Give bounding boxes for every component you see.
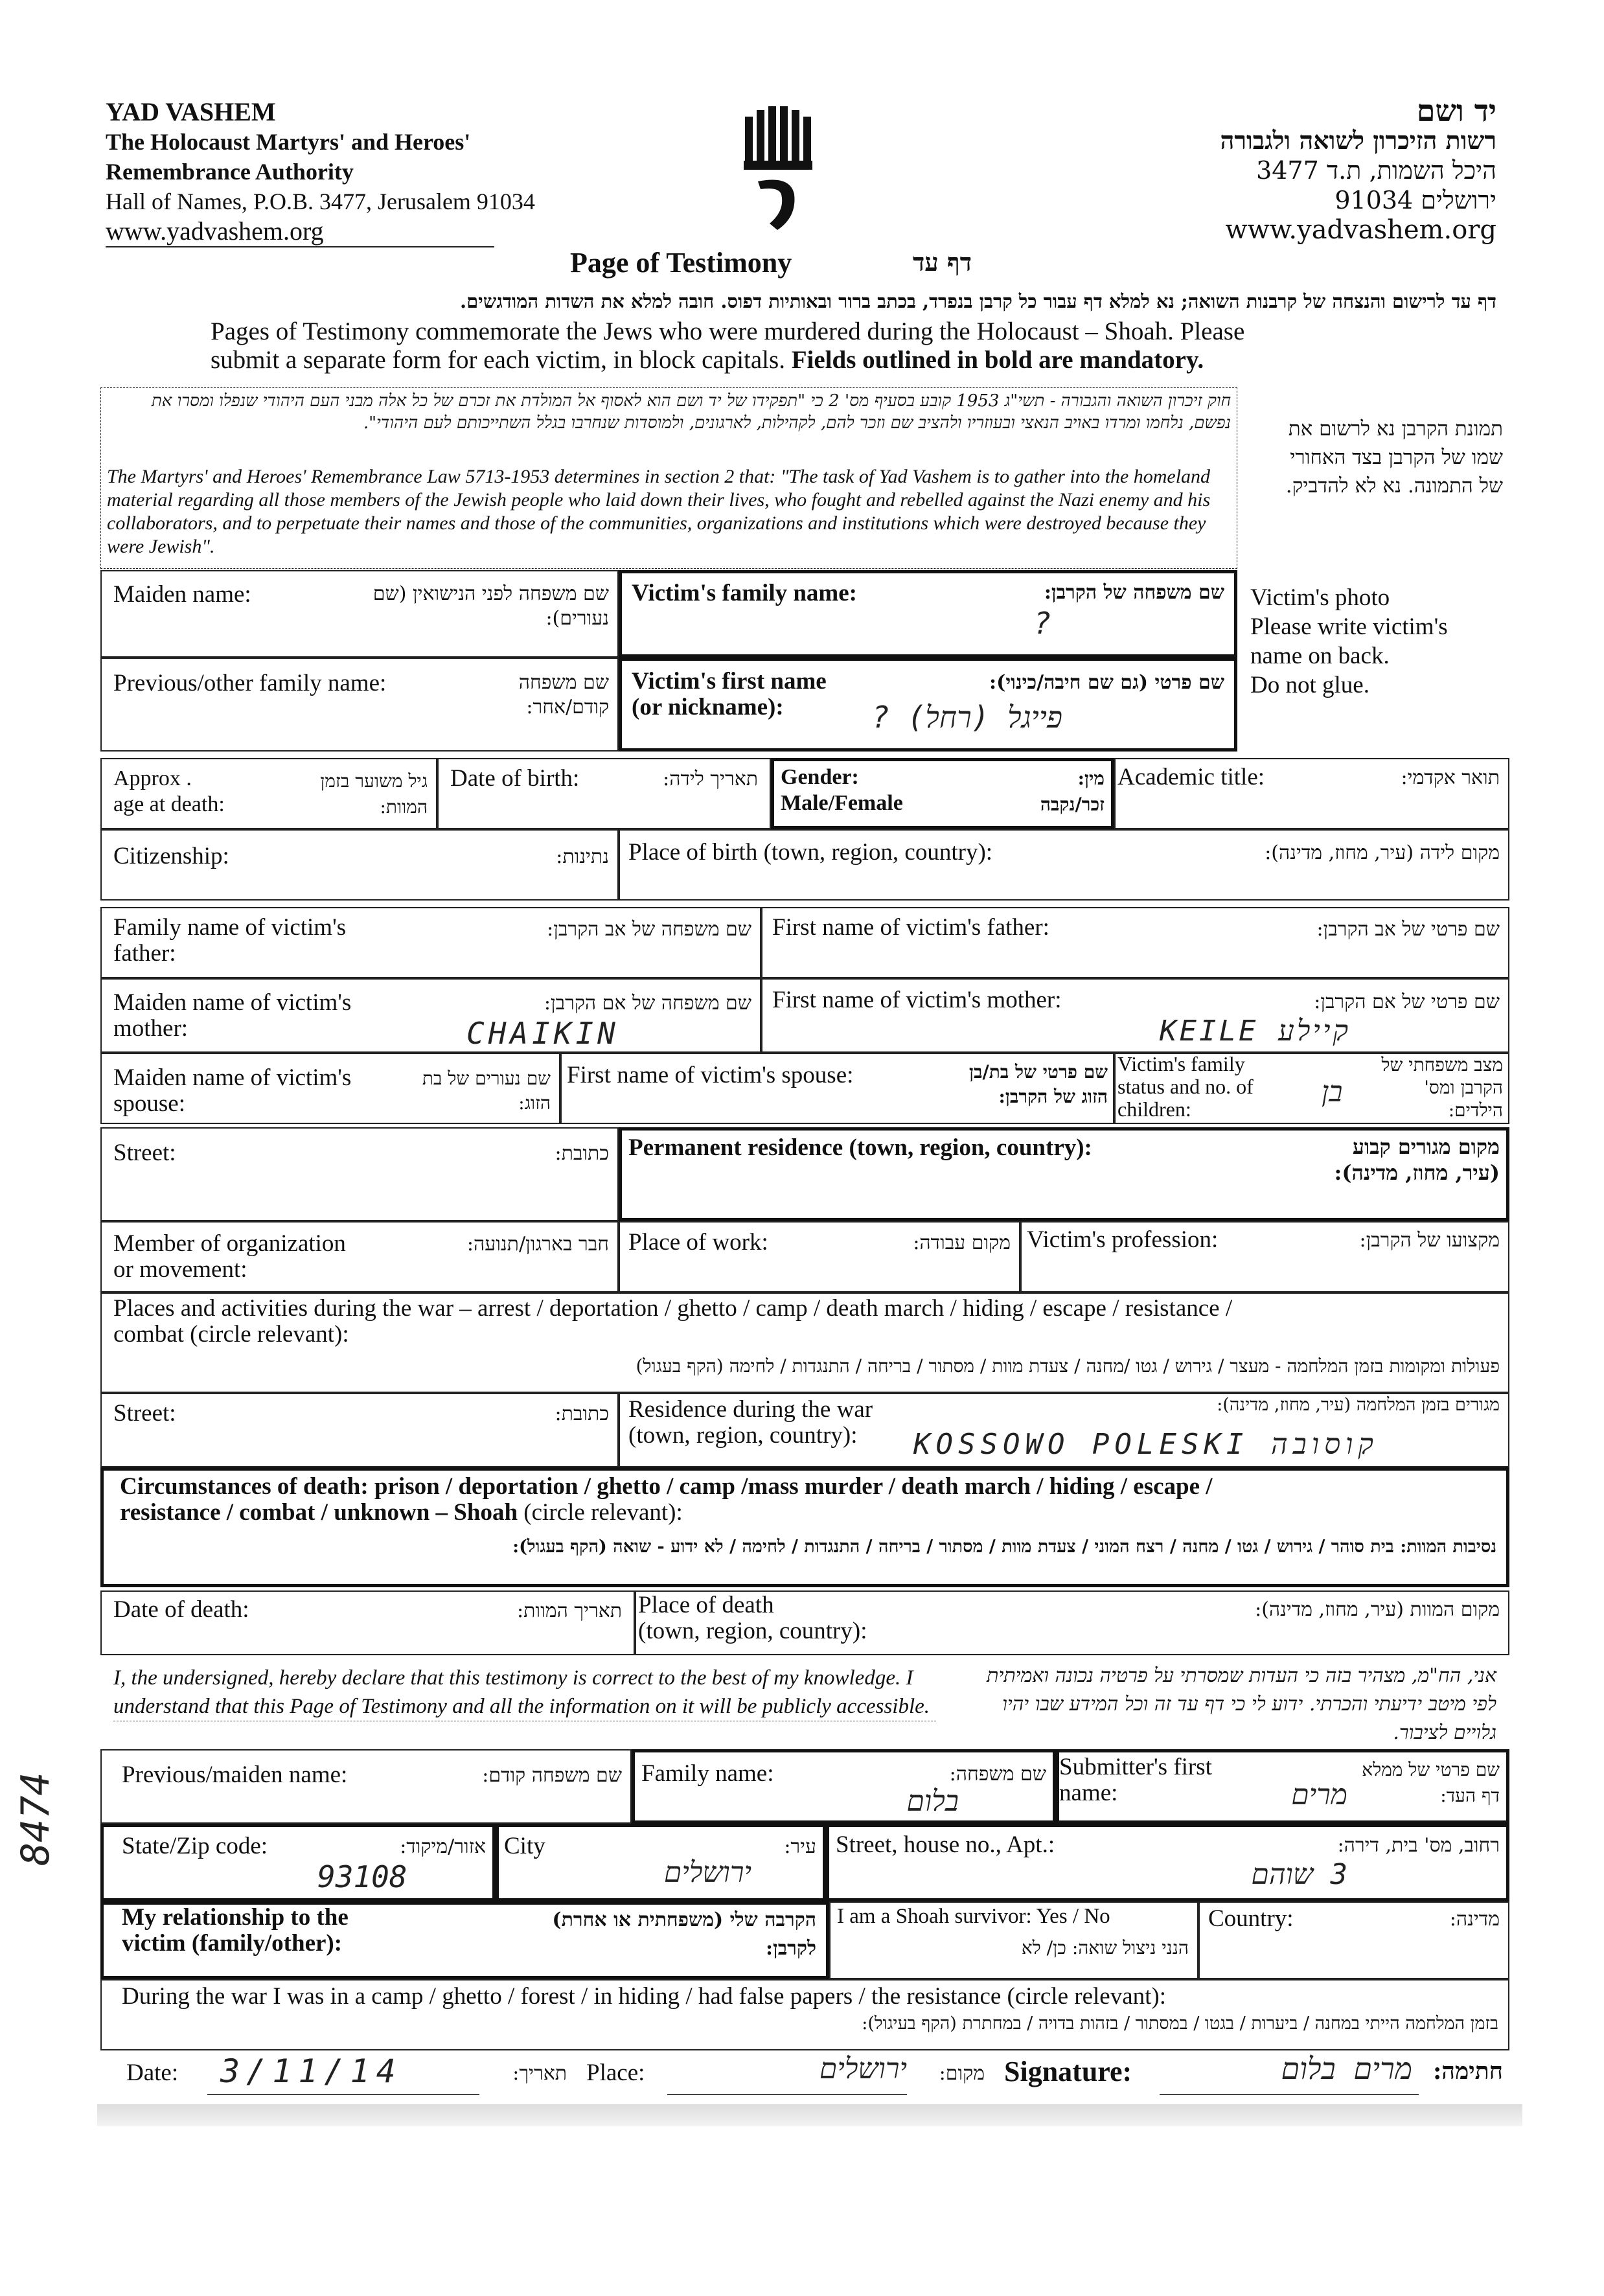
label — [638, 1592, 867, 1644]
intro-en-line: Pages of Testimony commemorate the Jews who were murdered during the Holocaust – Shoah. Please — [211, 317, 1245, 345]
label-he: מקום לידה (עיר, מחוז, מדינה): — [1265, 842, 1500, 864]
label: Street: — [113, 1140, 176, 1166]
label — [120, 1474, 1493, 1526]
label-line: Victim's first name — [632, 668, 827, 695]
page-title: Page of Testimony — [570, 247, 792, 279]
signature-underline — [1160, 2094, 1419, 2095]
label: Citizenship: — [113, 843, 229, 869]
label-he: כתובת: — [555, 1142, 609, 1165]
place-underline — [667, 2094, 907, 2095]
org-name-en: YAD VASHEM — [106, 97, 276, 126]
label-line: (town, region, country): — [638, 1618, 867, 1644]
label-he: מקום המוות (עיר, מחוז, מדינה): — [1255, 1598, 1500, 1621]
org-line-en: The Holocaust Martyrs' and Heroes' — [106, 129, 471, 155]
label-he: נסיבות המוות: בית סוהר / גירוש / גטו / מחנה / רצח המוני / צעדת מוות / מסתור / בריחה / התנגדות / לחימה / לא ידוע - שואה (הקף בעגול): — [512, 1537, 1496, 1557]
label-line: (עיר, מחוז, מדינה): — [1334, 1160, 1500, 1185]
street-address-value: 3 שוהם — [1251, 1858, 1347, 1891]
label: Place of work: — [628, 1229, 768, 1256]
submitter-first-name-value: מרים — [1291, 1778, 1347, 1811]
label — [122, 1905, 349, 1957]
label: Date of birth: — [450, 765, 580, 792]
label-line: Maiden name of victim's — [113, 989, 352, 1016]
label-line: דף העד: — [1440, 1785, 1500, 1806]
label-he: כתובת: — [555, 1403, 609, 1425]
label — [1059, 1754, 1212, 1806]
label: Signature: — [1004, 2056, 1132, 2087]
label: Street: — [113, 1400, 176, 1427]
label-he: תאריך המוות: — [517, 1600, 622, 1622]
label-he: גיל משוער בזמן המוות: — [320, 770, 428, 818]
label-he: מקום עבודה: — [913, 1232, 1011, 1254]
family-status-value: בן — [1322, 1075, 1343, 1108]
victim-first-name-value: פייגל (רחל) ? — [871, 700, 1062, 735]
label-he: נתינות: — [556, 845, 609, 868]
label-he: הנני ניצול שואה: כן/ לא — [1021, 1937, 1189, 1958]
law-en: The Martyrs' and Heroes' Remembrance Law 5713-1953 determines in section 2 that: "The task of Yad Vashem is to gather into the homeland material regarding all those members of the Jewish people who laid down their lives, who fought and rebelled against the Nazi enemy and his collaborators, and to perpetuate their names and those of the communities, organizations and institutions which were destroyed because they were Jewish". — [107, 466, 1211, 557]
label-line: Places and activities during the war – arrest / deportation / ghetto / camp / death march / hiding / escape / resistance / — [113, 1295, 1233, 1322]
label-he: מקצועו של הקרבן: — [1359, 1229, 1500, 1252]
label-line: Victim's family — [1117, 1052, 1245, 1075]
margin-note: 8474 — [13, 1772, 58, 1866]
label-line: Male/Female — [781, 791, 903, 815]
label — [113, 1065, 351, 1117]
label: Victim's profession: — [1027, 1226, 1219, 1253]
label-he: שם פרטי של אב הקרבן: — [1316, 918, 1500, 941]
label-he — [1283, 1134, 1500, 1186]
label-he: תאריך לידה: — [663, 768, 758, 790]
label: Country: — [1208, 1905, 1294, 1932]
label-line: Member of organization — [113, 1230, 346, 1257]
label-he: שם משפחה קודם: — [482, 1764, 622, 1787]
label-line: Residence during the war — [628, 1396, 873, 1423]
label-he: מקום: — [939, 2062, 985, 2085]
photo-line: name on back. — [1250, 643, 1390, 669]
org-line-he: רשות הזיכרון לשואה ולגבורה — [1220, 126, 1496, 155]
label-line: Maiden name of victim's — [113, 1064, 352, 1091]
label: Academic title: — [1117, 764, 1265, 790]
label: First name of victim's mother: — [772, 987, 1062, 1013]
submitter-family-name-value: בלום — [906, 1785, 959, 1818]
page-title-he: דף עד — [913, 247, 972, 277]
mother-maiden-name-value: CHAIKIN — [466, 1016, 619, 1051]
label-he: פעולות ומקומות בזמן המלחמה - מעצר / גירוש / גטו /מחנה / צעדת מוות / מסתור / בריחה / התנגדות / לחימה (הקף בעגול) — [636, 1355, 1500, 1377]
label — [113, 990, 351, 1042]
label-line: מין: — [1077, 768, 1105, 789]
label-line: הקרבה שלי (משפחתית או אחרת) — [552, 1909, 816, 1931]
label-he: מגורים בזמן המלחמה (עיר, מחוז, מדינה): — [1217, 1395, 1500, 1415]
org-url-he: www.yadvashem.org — [1225, 215, 1496, 245]
label-line: name: — [1059, 1780, 1118, 1806]
label-line: combat (circle relevant): — [113, 1321, 349, 1348]
label-he — [453, 1906, 816, 1963]
label-line: Approx . — [113, 766, 192, 790]
label-line: (town, region, country): — [628, 1422, 858, 1449]
label: State/Zip code: — [122, 1833, 268, 1859]
intro-he: דף עד לרישום והנצחה של קרבנות השואה; נא למלא דף עבור כל קרבן בנפרד, בכתב ברור ובאותיות דפוס. חובה למלא את השדות המודגשים. — [459, 290, 1496, 312]
intro-en-line — [211, 346, 1441, 374]
label-he — [1354, 1757, 1500, 1809]
org-address-en: Hall of Names, P.O.B. 3477, Jerusalem 91034 — [106, 189, 535, 214]
photo-instructions-en — [1250, 583, 1496, 700]
label: Place: — [586, 2060, 645, 2086]
label-line: Submitter's first — [1059, 1754, 1212, 1780]
label-line: mother: — [113, 1015, 189, 1042]
label-he: מצב משפחתי של הקרבן ומס' הילדים: — [1381, 1054, 1503, 1121]
mother-first-name-value: KEILE קיילע — [1160, 1015, 1351, 1048]
label-he: אזור/מיקוד: — [400, 1835, 486, 1858]
law-he: חוק זיכרון השואה והגבורה - תשי"ג 1953 קובע בסעיף מס' 2 כי "תפקידו של יד ושם הוא לאסוף אל המולדת את זכרם של כל אלה מבני העם היהודי שנפלו ומסרו את נפשם, נלחמו ומרדו באויב הנאצי ובעוזריו ולהציב שם וזכר להם, לקהילות, לארגונים, ולמוסדות שנחרבו בגלל השתייכותם לעם היהודי". — [151, 391, 1231, 433]
label: Previous/other family name: — [113, 670, 387, 696]
label-he — [998, 766, 1105, 818]
org-name-he: יד ושם — [1416, 93, 1496, 128]
place-value[interactable]: ירושלים — [819, 2052, 907, 2085]
date-value[interactable]: 3/11/14 — [220, 2052, 402, 2090]
org-line-he: ירושלים 91034 — [1335, 186, 1496, 214]
label — [781, 764, 903, 816]
label-he: בזמן המלחמה הייתי במחנה / ביערות / בגטו / במסתור / בזהות בדויה / במחתרת (הקף בעיגול): — [862, 2014, 1498, 2034]
label-line: שם פרטי של ממלא — [1362, 1759, 1500, 1780]
label: During the war I was in a camp / ghetto / forest / in hiding / had false papers / the resistance (circle relevant): — [122, 1983, 1167, 2010]
label-he: שם משפחה של אם הקרבן: — [544, 992, 751, 1015]
label-line: Gender: — [781, 765, 859, 789]
photo-line: Do not glue. — [1250, 672, 1369, 698]
label-line: My relationship to the — [122, 1904, 349, 1931]
intro-en — [211, 317, 1441, 374]
label: City — [504, 1833, 545, 1859]
label-line: spouse: — [113, 1090, 185, 1117]
declaration-he: אני, הח"מ, מצהיר בזה כי העדות שמסרתי על פרטיה נכונה ואמיתית לפי מיטב ידיעתי והכרתי. ידוע לי כי דף עד זה וכל המידע שבו יהיו גלויים לציבור. — [987, 1664, 1496, 1744]
label-he: תואר אקדמי: — [1401, 766, 1500, 789]
label-text: (circle relevant): — [523, 1499, 683, 1526]
label: Maiden name: — [113, 581, 251, 608]
signature-value[interactable]: מרים בלום — [1281, 2051, 1412, 2086]
org-line-he: היכל השמות, ת.ד 3477 — [1256, 156, 1496, 185]
label-he: שם משפחה של אב הקרבן: — [547, 918, 751, 941]
label-line: victim (family/other): — [122, 1930, 343, 1957]
label-he: שם פרטי של בת/בן הזוג של הקרבן: — [968, 1061, 1108, 1107]
label-line: children: — [1117, 1097, 1191, 1121]
label-line: Family name of victim's — [113, 914, 347, 941]
label-line: age at death: — [113, 792, 225, 816]
org-block-en — [106, 97, 559, 247]
zip-code-value: 93108 — [317, 1859, 407, 1894]
declaration-en: I, the undersigned, hereby declare that this testimony is correct to the best of my knowledge. I understand that this Page of Testimony and all the information on it will be publicly accessible. — [113, 1664, 936, 1721]
label: I am a Shoah survivor: Yes / No — [837, 1905, 1110, 1928]
label — [113, 766, 225, 818]
label-line: or movement: — [113, 1256, 247, 1283]
photo-line: Victim's photo — [1250, 584, 1390, 611]
label: First name of victim's father: — [772, 914, 1049, 941]
label-he: שם פרטי (גם שם חיבה/כינוי): — [989, 671, 1224, 694]
date-underline — [207, 2094, 479, 2095]
label-line: (or nickname): — [632, 694, 784, 720]
label-he: שם משפחה לפני הנישואין (שם נעורים): — [372, 582, 609, 630]
intro-en-text: submit a separate form for each victim, in block capitals. — [211, 346, 792, 374]
city-value: ירושלים — [663, 1856, 751, 1889]
label: First name of victim's spouse: — [567, 1062, 854, 1088]
label: Street, house no., Apt.: — [836, 1831, 1055, 1858]
intro-mandatory: Fields outlined in bold are mandatory. — [791, 346, 1204, 374]
label-line — [120, 1500, 1493, 1526]
label — [1117, 1053, 1254, 1121]
org-line-en: Remembrance Authority — [106, 159, 354, 185]
photo-line: Please write victim's — [1250, 614, 1448, 640]
label-he: רחוב, מס' בית, דירה: — [1337, 1834, 1500, 1857]
label-line: מקום מגורים קבוע — [1352, 1134, 1500, 1159]
label-he: שם משפחה: — [949, 1763, 1046, 1785]
label-line: Place of death — [638, 1592, 774, 1618]
label: Family name: — [641, 1760, 774, 1787]
war-residence-value: KOSSOWO POLESKI קוסובה — [913, 1428, 1379, 1461]
org-url-en: www.yadvashem.org — [106, 216, 494, 247]
label-line: father: — [113, 940, 176, 967]
photo-instructions-he: תמונת הקרבן נא לרשום את שמו של הקרבן בצד האחורי של התמונה. נא לא להדביק. — [1285, 417, 1503, 498]
label-he: שם פרטי של אם הקרבן: — [1314, 991, 1500, 1013]
label-he: שם נעורים של בת הזוג: — [422, 1068, 551, 1114]
label-line: Circumstances of death: prison / deportation / ghetto / camp /mass murder / death march / hiding / escape / — [120, 1473, 1213, 1500]
label-line: status and no. of — [1117, 1075, 1254, 1098]
org-block-he — [1069, 93, 1496, 245]
label-he: חתימה: — [1432, 2058, 1503, 2085]
label-he: שם משפחה של הקרבן: — [1044, 581, 1224, 604]
label: Date of death: — [113, 1596, 249, 1623]
label-text: resistance / combat / unknown – Shoah — [120, 1499, 518, 1526]
label-line: לקרבן: — [765, 1937, 816, 1960]
label — [113, 1296, 1500, 1348]
label — [628, 1397, 873, 1449]
label-he: מדינה: — [1449, 1908, 1500, 1931]
label: Previous/maiden name: — [122, 1762, 348, 1788]
label: Date: — [126, 2060, 179, 2086]
label: Permanent residence (town, region, country): — [628, 1134, 1092, 1161]
label: Place of birth (town, region, country): — [628, 839, 993, 866]
victim-family-name-value: ? — [1033, 606, 1051, 641]
label-line: זכר/נקבה — [1040, 794, 1105, 815]
label: Victim's family name: — [632, 580, 857, 606]
bottom-shadow — [97, 2104, 1522, 2126]
label-he: חבר בארגון/תנועה: — [466, 1233, 609, 1256]
label — [113, 915, 346, 967]
label — [113, 1231, 346, 1283]
label-he: עיר: — [784, 1835, 816, 1858]
yad-vashem-logo — [739, 104, 816, 233]
label-he: שם משפחה קודם/אחר: — [518, 671, 609, 718]
label-he: תאריך: — [512, 2062, 567, 2085]
